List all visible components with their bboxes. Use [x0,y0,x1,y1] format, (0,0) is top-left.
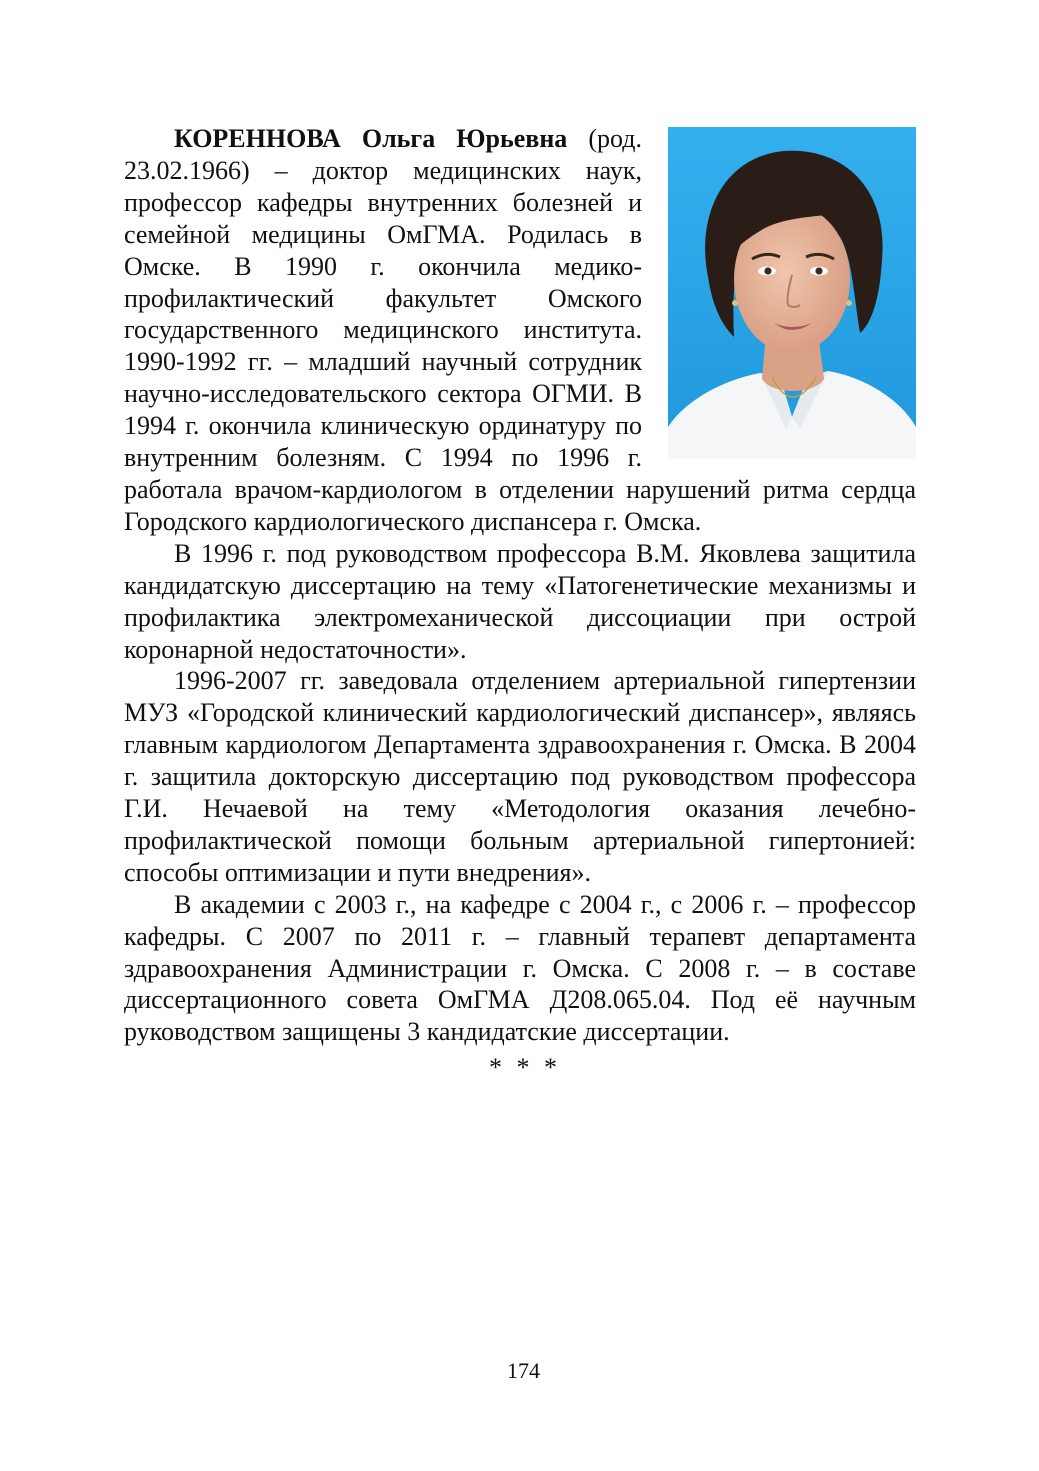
bio-paragraph-4: В академии с 2003 г., на кафедре с 2004 г., с 2006 г. – профессор кафедры. С 2007 по 2011 г. – главный терапевт департамента здравоохранения Администрации г. Омска. С 2008 г. – в составе диссертационного совета ОмГМА Д208.065.04. Под её научным руководством защищены 3 кандидатские диссертации. [124,889,916,1047]
bio-paragraph-1-text: (род. 23.02.1966) – доктор медицинских наук, профессор кафедры внутренних болезней и семейной медицины ОмГМА. Родилась в Омске. В 1990 г. окончила медико-профилактический факультет Омского государственного медицинского института. 1990-1992 гг. – младший научный сотрудник научно-исследовательского сектора ОГМИ. В 1994 г. окончила клиническую ординатуру по внутренним болезням. С 1994 по 1996 г. работала врачом-кардиологом в отделении нарушений ритма сердца Городского кардиологического диспансера г. Омска. [124,124,916,536]
page-content [124,123,916,1084]
section-separator: * * * [489,1053,561,1083]
page-number: 174 [507,1358,540,1383]
bio-paragraph-2: В 1996 г. под руководством профессора В.М. Яковлева защитила кандидатскую диссертацию на тему «Патогенетические механизмы и профилактика электромеханической диссоциации при острой коронарной недостаточности». [124,538,916,664]
person-name: КОРЕННОВА Ольга Юрьевна [174,124,568,153]
bio-paragraph-3: 1996-2007 гг. заведовала отделением артериальной гипертензии МУЗ «Городской клинический кардиологический диспансер», являясь главным кардиологом Департамента здравоохранения г. Омска. В 2004 г. защитила докторскую диссертацию под руководством профессора Г.И. Нечаевой на тему «Методология оказания лечебно-профилактической помощи больным артериальной гипертонией: способы оптимизации и пути внедрения». [124,666,916,887]
portrait-photo [668,127,916,459]
